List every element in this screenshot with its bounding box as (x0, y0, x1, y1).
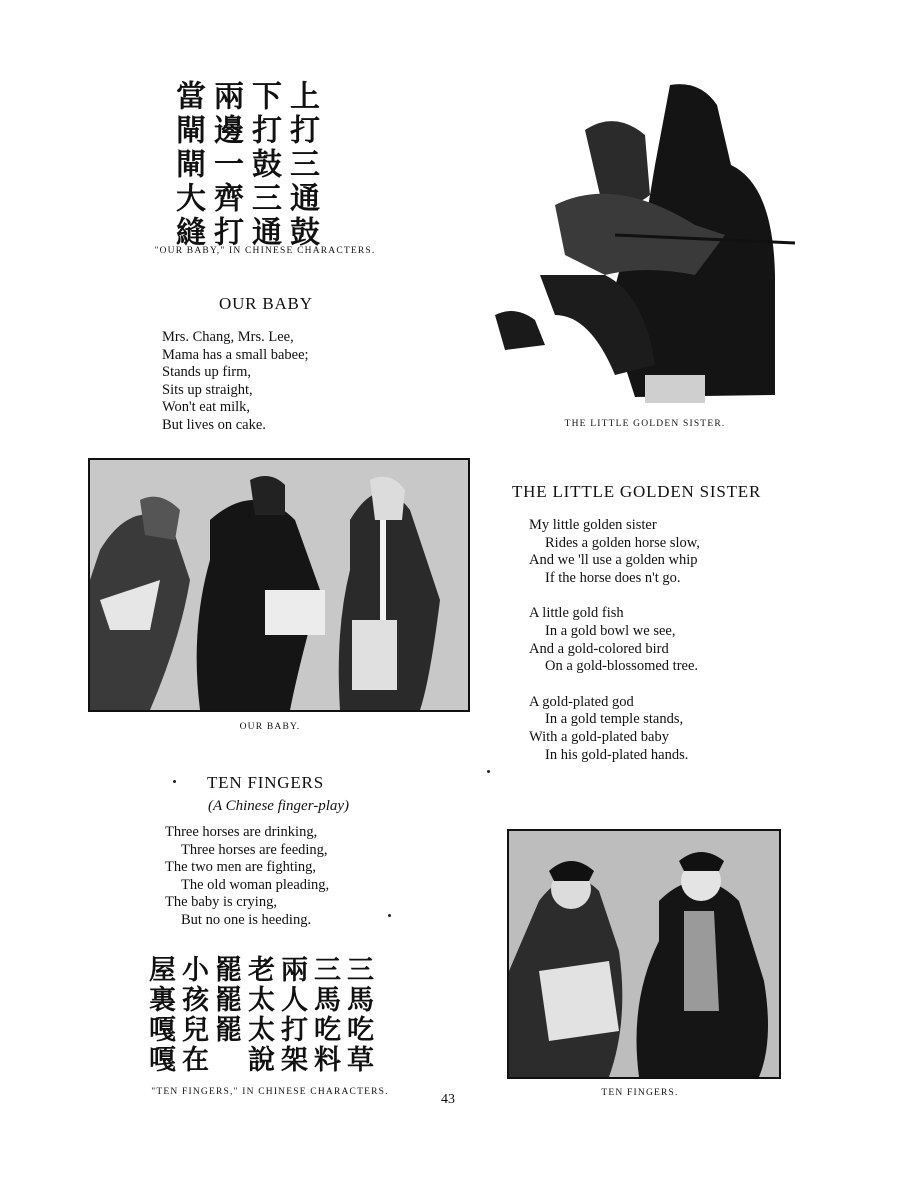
poem-line: Mrs. Chang, Mrs. Lee, (162, 329, 294, 345)
poem-line: Stands up firm, (162, 364, 252, 381)
chinese-column: 小孩兒在 (177, 955, 208, 1075)
little-golden-sister-photo (495, 75, 795, 415)
poem-line: But lives on cake. (162, 416, 266, 433)
ten-fingers-title: TEN FINGERS (207, 773, 324, 792)
chinese-column: 三馬吃草 (342, 955, 373, 1075)
ten-fingers-chinese-text (146, 955, 371, 1075)
poem-line: My little golden sister (529, 517, 657, 533)
poem-line: With a gold-plated baby (529, 728, 669, 745)
poem-line: Sits up straight, (162, 381, 253, 398)
two-girls-image (509, 831, 779, 1077)
stray-mark (388, 914, 391, 917)
ten-fingers-poem (165, 824, 329, 930)
poem-line: The old woman pleading, (181, 876, 330, 893)
stanza (529, 694, 700, 764)
poem-line: In a gold bowl we see, (545, 622, 676, 639)
poem-line: A gold-plated god (529, 693, 634, 710)
stanza (529, 605, 700, 675)
chinese-column: 罷罷罷 (210, 955, 241, 1045)
ten-fingers-chinese-caption: "TEN FINGERS," IN CHINESE CHARACTERS. (151, 1087, 389, 1097)
our-baby-poem (162, 329, 309, 435)
poem-line: If the horse does n't go. (545, 569, 681, 586)
stray-mark (487, 770, 490, 773)
seated-figures-image (495, 75, 795, 415)
our-baby-caption: OUR BABY. (239, 722, 301, 732)
poem-line: Three horses are feeding, (181, 841, 328, 858)
poem-line: And a gold-colored bird (529, 640, 669, 657)
chinese-column: 三馬吃料 (309, 955, 340, 1075)
ten-fingers-caption: TEN FINGERS. (601, 1088, 679, 1098)
poem-line: Won't eat milk, (162, 399, 251, 416)
poem-line: Mama has a small babee; (162, 346, 309, 363)
poem-line: The baby is crying, (165, 894, 277, 911)
three-children-image (90, 460, 468, 710)
poem-line: And we 'll use a golden whip (529, 552, 698, 569)
our-baby-chinese-text (170, 80, 319, 250)
chinese-column: 下打鼓三通 (246, 80, 281, 250)
ten-fingers-photo (507, 829, 781, 1079)
poem-line: On a gold-blossomed tree. (545, 658, 699, 675)
chinese-column: 老太太說 (243, 955, 274, 1075)
poem-line: Rides a golden horse slow, (545, 534, 700, 551)
poem-line: In a gold temple stands, (545, 711, 684, 728)
little-golden-sister-caption: THE LITTLE GOLDEN SISTER. (564, 419, 726, 429)
poem-line: The two men are fighting, (165, 859, 316, 876)
little-golden-sister-title: THE LITTLE GOLDEN SISTER (512, 482, 762, 501)
stray-mark (173, 780, 176, 783)
page-number: 43 (441, 1092, 455, 1107)
stanza (529, 517, 700, 587)
chinese-column: 兩邊一齊打 (208, 80, 243, 250)
chinese-column: 屋裏嘎嘎 (144, 955, 175, 1075)
poem-line: In his gold-plated hands. (545, 746, 689, 763)
chinese-column: 上打三通鼓 (284, 80, 319, 250)
poem-line: Three horses are drinking, (165, 824, 318, 840)
our-baby-photo (88, 458, 470, 712)
poem-line: A little gold fish (529, 605, 624, 622)
poem-line: But no one is heeding. (181, 911, 312, 928)
our-baby-chinese-caption: "OUR BABY," IN CHINESE CHARACTERS. (154, 246, 376, 256)
little-golden-sister-poem (529, 517, 700, 782)
ten-fingers-subtitle: (A Chinese finger-play) (208, 798, 350, 814)
our-baby-title: OUR BABY (219, 294, 313, 313)
chinese-column: 當閘閘大縫 (170, 80, 205, 250)
chinese-column: 兩人打架 (276, 955, 307, 1075)
